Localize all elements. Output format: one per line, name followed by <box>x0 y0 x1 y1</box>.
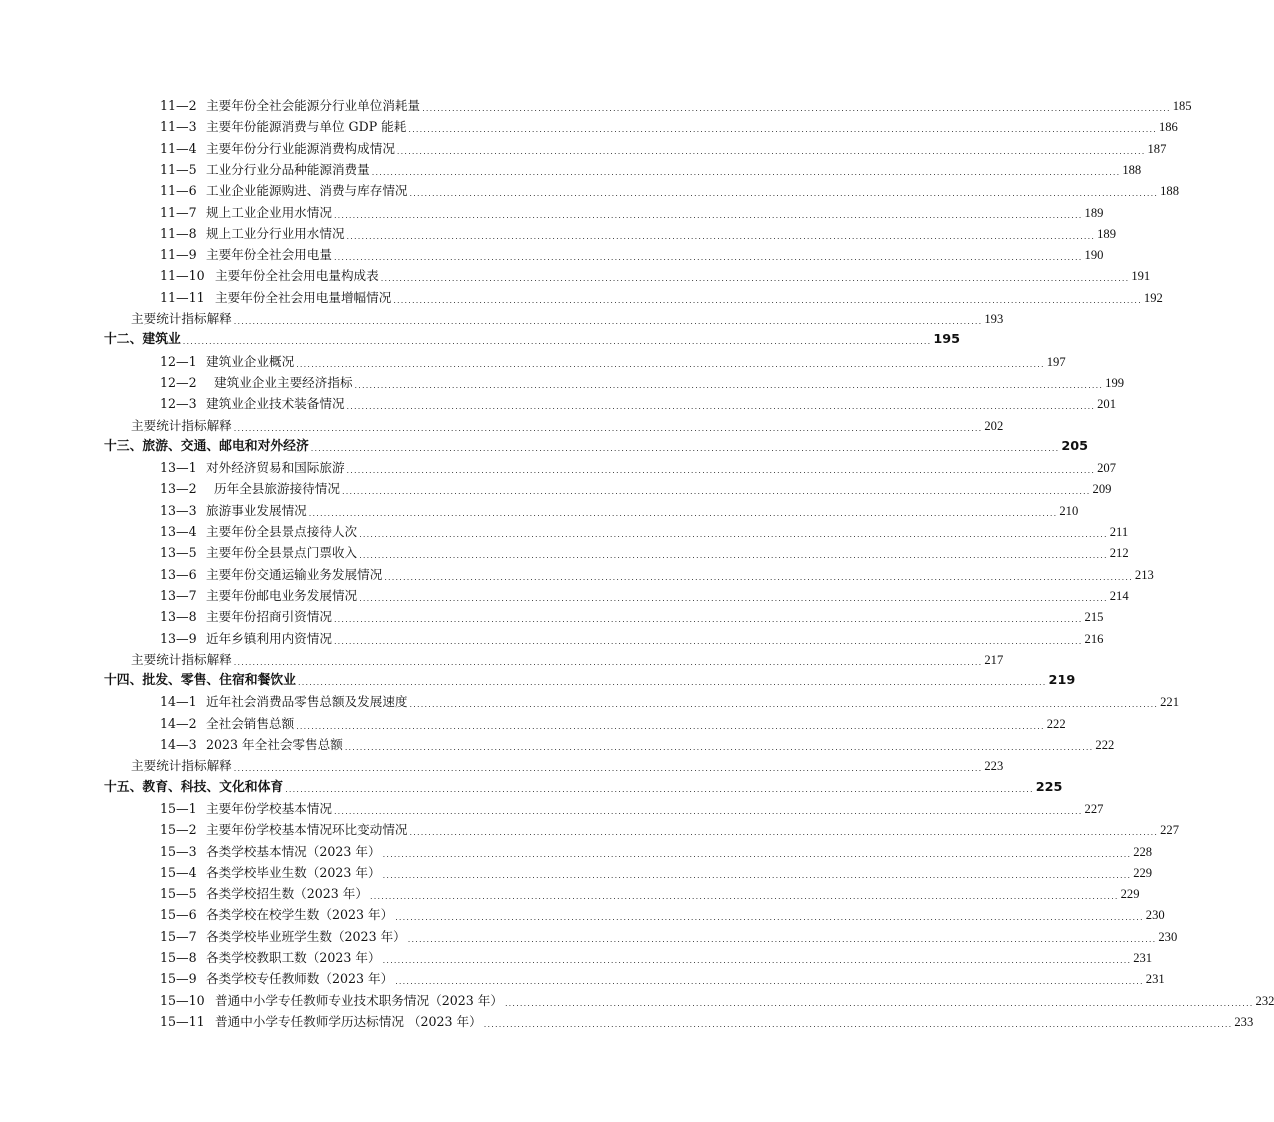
dot-leader: ........................................................................................................................................................................................................ <box>422 104 1171 113</box>
toc-entry-number: 11—5 <box>160 161 197 177</box>
dot-leader: ........................................................................................................................................................................................................ <box>384 572 1133 582</box>
toc-explanation-entry[interactable] <box>131 755 1004 776</box>
toc-entry[interactable] <box>160 585 1129 606</box>
section-title: 十二、建筑业 <box>104 332 181 348</box>
page-number: 230 <box>1145 908 1165 923</box>
toc-entry-number: 15—7 <box>160 928 197 944</box>
page-number: 223 <box>984 759 1004 774</box>
dot-leader: ........................................................................................................................................................................................................ <box>409 189 1159 199</box>
toc-entry-number: 12—2 <box>160 374 197 390</box>
toc-entry[interactable] <box>160 223 1117 244</box>
page-number: 202 <box>984 418 1004 433</box>
page-number: 213 <box>1134 567 1154 582</box>
toc-entry-title: 对外经济贸易和国际旅游 <box>206 460 345 476</box>
page-number: 195 <box>933 332 961 348</box>
page-number: 229 <box>1120 887 1140 902</box>
toc-section-heading[interactable] <box>104 670 1076 691</box>
page-number: 229 <box>1133 865 1153 880</box>
toc-entry-number: 11—3 <box>160 119 197 135</box>
toc-explanation-entry[interactable] <box>131 308 1004 329</box>
toc-entry-number: 11—6 <box>160 183 197 199</box>
toc-entry[interactable] <box>160 542 1129 563</box>
toc-entry[interactable] <box>160 95 1192 116</box>
toc-entry-number: 13—1 <box>160 460 197 476</box>
toc-entry-title: 主要年份全县景点接待人次 <box>206 524 358 539</box>
toc-entry-number: 13—4 <box>160 524 197 539</box>
page-number: 186 <box>1158 120 1178 135</box>
toc-entry-title: 主要统计指标解释 <box>131 417 232 433</box>
toc-entry-number: 13—2 <box>160 481 197 497</box>
dot-leader: ........................................................................................................................................................................................................ <box>382 849 1132 859</box>
dot-leader: ........................................................................................................................................................................................................ <box>504 998 1254 1008</box>
toc-entry-title: 建筑业企业概况 <box>206 353 295 369</box>
toc-entry-title: 主要年份邮电业务发展情况 <box>206 587 358 603</box>
toc-entry-title: 主要年份招商引资情况 <box>206 609 332 625</box>
toc-entry-title: 各类学校招生数（2023 年） <box>206 886 368 902</box>
toc-entry-title: 主要年份能源消费与单位 GDP 能耗 <box>206 119 407 135</box>
dot-leader: ........................................................................................................................................................................................................ <box>396 146 1146 156</box>
toc-entry[interactable] <box>160 883 1140 904</box>
dot-leader: ........................................................................................................................................................................................................ <box>233 423 983 433</box>
dot-leader: ........................................................................................................................................................................................................ <box>380 274 1130 284</box>
toc-entry[interactable] <box>160 606 1104 627</box>
toc-entry[interactable] <box>160 457 1117 478</box>
dot-leader: ........................................................................................................................................................................................................ <box>333 210 1083 220</box>
toc-entry-title: 主要年份学校基本情况 <box>206 800 332 816</box>
toc-entry-number: 12—3 <box>160 396 197 412</box>
dot-leader: ........................................................................................................................................................................................................ <box>297 678 1047 688</box>
toc-entry[interactable] <box>160 372 1125 393</box>
toc-entry[interactable] <box>160 351 1066 372</box>
toc-entry[interactable] <box>160 713 1066 734</box>
toc-entry-number: 13—9 <box>160 630 197 646</box>
toc-entry[interactable] <box>160 691 1179 712</box>
page-number: 210 <box>1059 503 1079 518</box>
page-number: 190 <box>1084 248 1104 263</box>
toc-entry-number: 11—7 <box>160 204 197 220</box>
toc-entry-number: 15—8 <box>160 950 197 965</box>
section-title: 十三、旅游、交通、邮电和对外经济 <box>104 438 309 454</box>
toc-entry-number: 11—2 <box>160 98 197 113</box>
toc-entry-title: 主要年份全县景点门票收入 <box>206 545 358 561</box>
toc-entry-title: 普通中小学专任教师专业技术职务情况（2023 年） <box>215 992 503 1008</box>
toc-entry-title: 各类学校专任教师数（2023 年） <box>206 971 394 987</box>
dot-leader: ........................................................................................................................................................................................................ <box>408 125 1157 135</box>
toc-entry-number: 11—9 <box>160 247 197 263</box>
toc-entry[interactable] <box>160 478 1112 499</box>
toc-entry[interactable] <box>160 564 1154 585</box>
page-number: 232 <box>1255 993 1274 1008</box>
toc-entry-title: 主要年份学校基本情况环比变动情况 <box>206 822 408 838</box>
toc-entry-number: 15—3 <box>160 843 197 859</box>
toc-explanation-entry[interactable] <box>131 649 1004 670</box>
page-number: 188 <box>1122 162 1142 177</box>
page-number: 188 <box>1160 184 1179 199</box>
page-number: 187 <box>1147 141 1167 156</box>
toc-entry-title: 建筑业企业技术装备情况 <box>206 396 345 412</box>
toc-entry-title: 工业企业能源购进、消费与库存情况 <box>206 183 408 199</box>
dot-leader: ........................................................................................................................................................................................................ <box>354 380 1104 390</box>
toc-entry-number: 11—11 <box>160 289 205 305</box>
toc-entry-number: 15—1 <box>160 800 197 816</box>
toc-entry-number: 15—6 <box>160 907 197 923</box>
page-number: 217 <box>984 652 1004 667</box>
dot-leader: ........................................................................................................................................................................................................ <box>359 530 1108 539</box>
page-number: 216 <box>1084 631 1104 646</box>
toc-entry-title: 历年全县旅游接待情况 <box>206 481 340 497</box>
toc-entry-number: 13—3 <box>160 502 197 518</box>
toc-entry-title: 近年乡镇利用内资情况 <box>206 630 332 646</box>
toc-entry-title: 各类学校毕业班学生数（2023 年） <box>206 928 406 944</box>
dot-leader: ........................................................................................................................................................................................................ <box>341 487 1091 497</box>
dot-leader: ........................................................................................................................................................................................................ <box>346 402 1096 412</box>
toc-entry-title: 各类学校基本情况（2023 年） <box>206 843 381 859</box>
dot-leader: ........................................................................................................................................................................................................ <box>370 892 1119 902</box>
dot-leader: ........................................................................................................................................................................................................ <box>333 806 1083 816</box>
toc-entry[interactable] <box>160 926 1178 947</box>
toc-entry-title: 规上工业企业用水情况 <box>206 204 332 220</box>
dot-leader: ........................................................................................................................................................................................................ <box>346 231 1096 241</box>
dot-leader: ........................................................................................................................................................................................................ <box>359 551 1108 561</box>
page-number: 231 <box>1145 972 1165 987</box>
section-title: 十四、批发、零售、住宿和餐饮业 <box>104 673 296 689</box>
dot-leader: ........................................................................................................................................................................................................ <box>182 337 932 347</box>
toc-entry-title: 主要年份全社会用电量构成表 <box>215 268 379 284</box>
toc-entry-number: 14—2 <box>160 715 197 731</box>
toc-section-heading[interactable] <box>104 329 961 350</box>
toc-entry-title: 各类学校毕业生数（2023 年） <box>206 864 381 880</box>
section-title: 十五、教育、科技、文化和体育 <box>104 779 284 795</box>
toc-entry-number: 14—1 <box>160 694 197 710</box>
toc-section-heading[interactable] <box>104 436 1089 457</box>
toc-entry[interactable] <box>160 628 1104 649</box>
dot-leader: ........................................................................................................................................................................................................ <box>359 593 1108 603</box>
dot-leader: ........................................................................................................................................................................................................ <box>395 913 1144 923</box>
toc-entry[interactable] <box>160 393 1117 414</box>
toc-entry-title: 工业分行业分品种能源消费量 <box>206 161 370 177</box>
toc-entry-title: 建筑业企业主要经济指标 <box>206 374 353 390</box>
dot-leader: ........................................................................................................................................................................................................ <box>296 721 1045 731</box>
toc-entry-title: 近年社会消费品零售总额及发展速度 <box>206 694 408 710</box>
page-number: 201 <box>1097 397 1117 412</box>
page-number: 189 <box>1097 226 1117 241</box>
dot-leader: ........................................................................................................................................................................................................ <box>409 700 1159 710</box>
dot-leader: ........................................................................................................................................................................................................ <box>393 295 1142 305</box>
toc-entry-title: 主要统计指标解释 <box>131 651 232 667</box>
toc-entry-number: 13—5 <box>160 545 197 561</box>
toc-entry[interactable] <box>160 947 1153 968</box>
toc-entry[interactable] <box>160 500 1079 521</box>
page-number: 199 <box>1105 375 1125 390</box>
toc-entry[interactable] <box>160 990 1274 1011</box>
toc-explanation-entry[interactable] <box>131 415 1004 436</box>
toc-entry-number: 15—10 <box>160 992 205 1008</box>
dot-leader: ........................................................................................................................................................................................................ <box>310 443 1060 453</box>
dot-leader: ........................................................................................................................................................................................................ <box>333 253 1083 263</box>
toc-entry-number: 13—8 <box>160 609 197 625</box>
dot-leader: ........................................................................................................................................................................................................ <box>382 870 1132 880</box>
toc-entry-number: 13—6 <box>160 566 197 582</box>
toc-entry-title: 各类学校在校学生数（2023 年） <box>206 907 394 923</box>
toc-entry-number: 15—2 <box>160 822 197 838</box>
toc-entry[interactable] <box>160 862 1153 883</box>
toc-entry-title: 主要年份全社会用电量增幅情况 <box>215 289 392 305</box>
toc-entry-title: 全社会销售总额 <box>206 715 295 731</box>
toc-entry-title: 主要年份分行业能源消费构成情况 <box>206 140 395 156</box>
dot-leader: ........................................................................................................................................................................................................ <box>333 636 1083 646</box>
dot-leader: ........................................................................................................................................................................................................ <box>395 977 1144 987</box>
toc-section-heading[interactable] <box>104 777 1063 798</box>
toc-entry-number: 15—11 <box>160 1013 205 1029</box>
page-number: 215 <box>1084 610 1104 625</box>
page-number: 231 <box>1133 951 1153 965</box>
toc-entry-title: 普通中小学专任教师学历达标情况 （2023 年） <box>215 1013 482 1029</box>
toc-entry-number: 13—7 <box>160 587 197 603</box>
toc-entry[interactable] <box>160 265 1151 286</box>
dot-leader: ........................................................................................................................................................................................................ <box>308 508 1058 518</box>
toc-entry-number: 15—4 <box>160 864 197 880</box>
dot-leader: ........................................................................................................................................................................................................ <box>409 828 1159 838</box>
toc-entry-number: 15—9 <box>160 971 197 987</box>
toc-entry[interactable] <box>160 159 1142 180</box>
dot-leader: ........................................................................................................................................................................................................ <box>382 956 1132 965</box>
toc-entry[interactable] <box>160 244 1104 265</box>
toc-entry-title: 主要统计指标解释 <box>131 311 232 326</box>
toc-entry[interactable] <box>160 841 1153 862</box>
page-number: 225 <box>1035 779 1063 795</box>
page-number: 197 <box>1046 354 1066 369</box>
toc-entry[interactable] <box>160 202 1104 223</box>
page-number: 222 <box>1046 716 1066 731</box>
page-number: 221 <box>1160 695 1179 710</box>
toc-entry-title: 主要年份交通运输业务发展情况 <box>206 566 383 582</box>
toc-entry[interactable] <box>160 904 1165 925</box>
page-number: 233 <box>1234 1014 1254 1029</box>
page-number: 227 <box>1160 823 1179 838</box>
page-number: 205 <box>1061 438 1089 454</box>
dot-leader: ........................................................................................................................................................................................................ <box>233 317 983 326</box>
page-number: 207 <box>1097 461 1117 476</box>
dot-leader: ........................................................................................................................................................................................................ <box>296 359 1045 369</box>
dot-leader: ........................................................................................................................................................................................................ <box>233 657 983 667</box>
toc-entry[interactable] <box>160 734 1115 755</box>
dot-leader: ........................................................................................................................................................................................................ <box>285 784 1034 794</box>
toc-entry[interactable] <box>160 798 1104 819</box>
dot-leader: ........................................................................................................................................................................................................ <box>483 1019 1233 1029</box>
toc-entry-title: 主要年份全社会用电量 <box>206 247 332 263</box>
toc-entry[interactable] <box>160 819 1179 840</box>
page-number: 228 <box>1133 844 1153 859</box>
toc-entry-number: 11—4 <box>160 140 197 156</box>
toc-entry-title: 2023 年全社会零售总额 <box>206 737 343 752</box>
toc-entry-number: 12—1 <box>160 353 197 369</box>
toc-entry-number: 15—5 <box>160 886 197 902</box>
page-number: 211 <box>1109 525 1129 539</box>
page-number: 227 <box>1084 801 1104 816</box>
toc-entry-title: 规上工业分行业用水情况 <box>206 225 345 241</box>
page-number: 185 <box>1172 99 1192 113</box>
toc-entry-number: 11—10 <box>160 268 205 284</box>
toc-entry-title: 各类学校教职工数（2023 年） <box>206 950 381 965</box>
page-number: 230 <box>1158 929 1178 944</box>
dot-leader: ........................................................................................................................................................................................................ <box>346 466 1096 476</box>
dot-leader: ........................................................................................................................................................................................................ <box>371 167 1121 177</box>
toc-entry[interactable] <box>160 1011 1254 1032</box>
page-number: 209 <box>1092 482 1112 497</box>
toc-entry[interactable] <box>160 521 1129 542</box>
dot-leader: ........................................................................................................................................................................................................ <box>407 934 1157 944</box>
toc-entry[interactable] <box>160 138 1167 159</box>
page-number: 222 <box>1095 738 1115 752</box>
toc-entry[interactable] <box>160 116 1178 137</box>
page-number: 212 <box>1109 546 1129 561</box>
toc-entry-title: 主要统计指标解释 <box>131 758 232 774</box>
dot-leader: ........................................................................................................................................................................................................ <box>333 615 1083 625</box>
page-number: 192 <box>1143 290 1163 305</box>
toc-entry-number: 14—3 <box>160 737 197 752</box>
page-number: 214 <box>1109 588 1129 603</box>
dot-leader: ........................................................................................................................................................................................................ <box>344 743 1094 752</box>
toc-entry[interactable] <box>160 287 1163 308</box>
toc-entry[interactable] <box>160 180 1179 201</box>
toc-entry-title: 主要年份全社会能源分行业单位消耗量 <box>206 98 421 113</box>
toc-entry[interactable] <box>160 968 1165 989</box>
toc-entry-title: 旅游事业发展情况 <box>206 502 307 518</box>
dot-leader: ........................................................................................................................................................................................................ <box>233 764 983 774</box>
page-number: 219 <box>1048 673 1076 689</box>
toc-entry-number: 11—8 <box>160 225 197 241</box>
page-number: 189 <box>1084 205 1104 220</box>
page-number: 191 <box>1131 269 1151 284</box>
page-number: 193 <box>984 312 1004 326</box>
